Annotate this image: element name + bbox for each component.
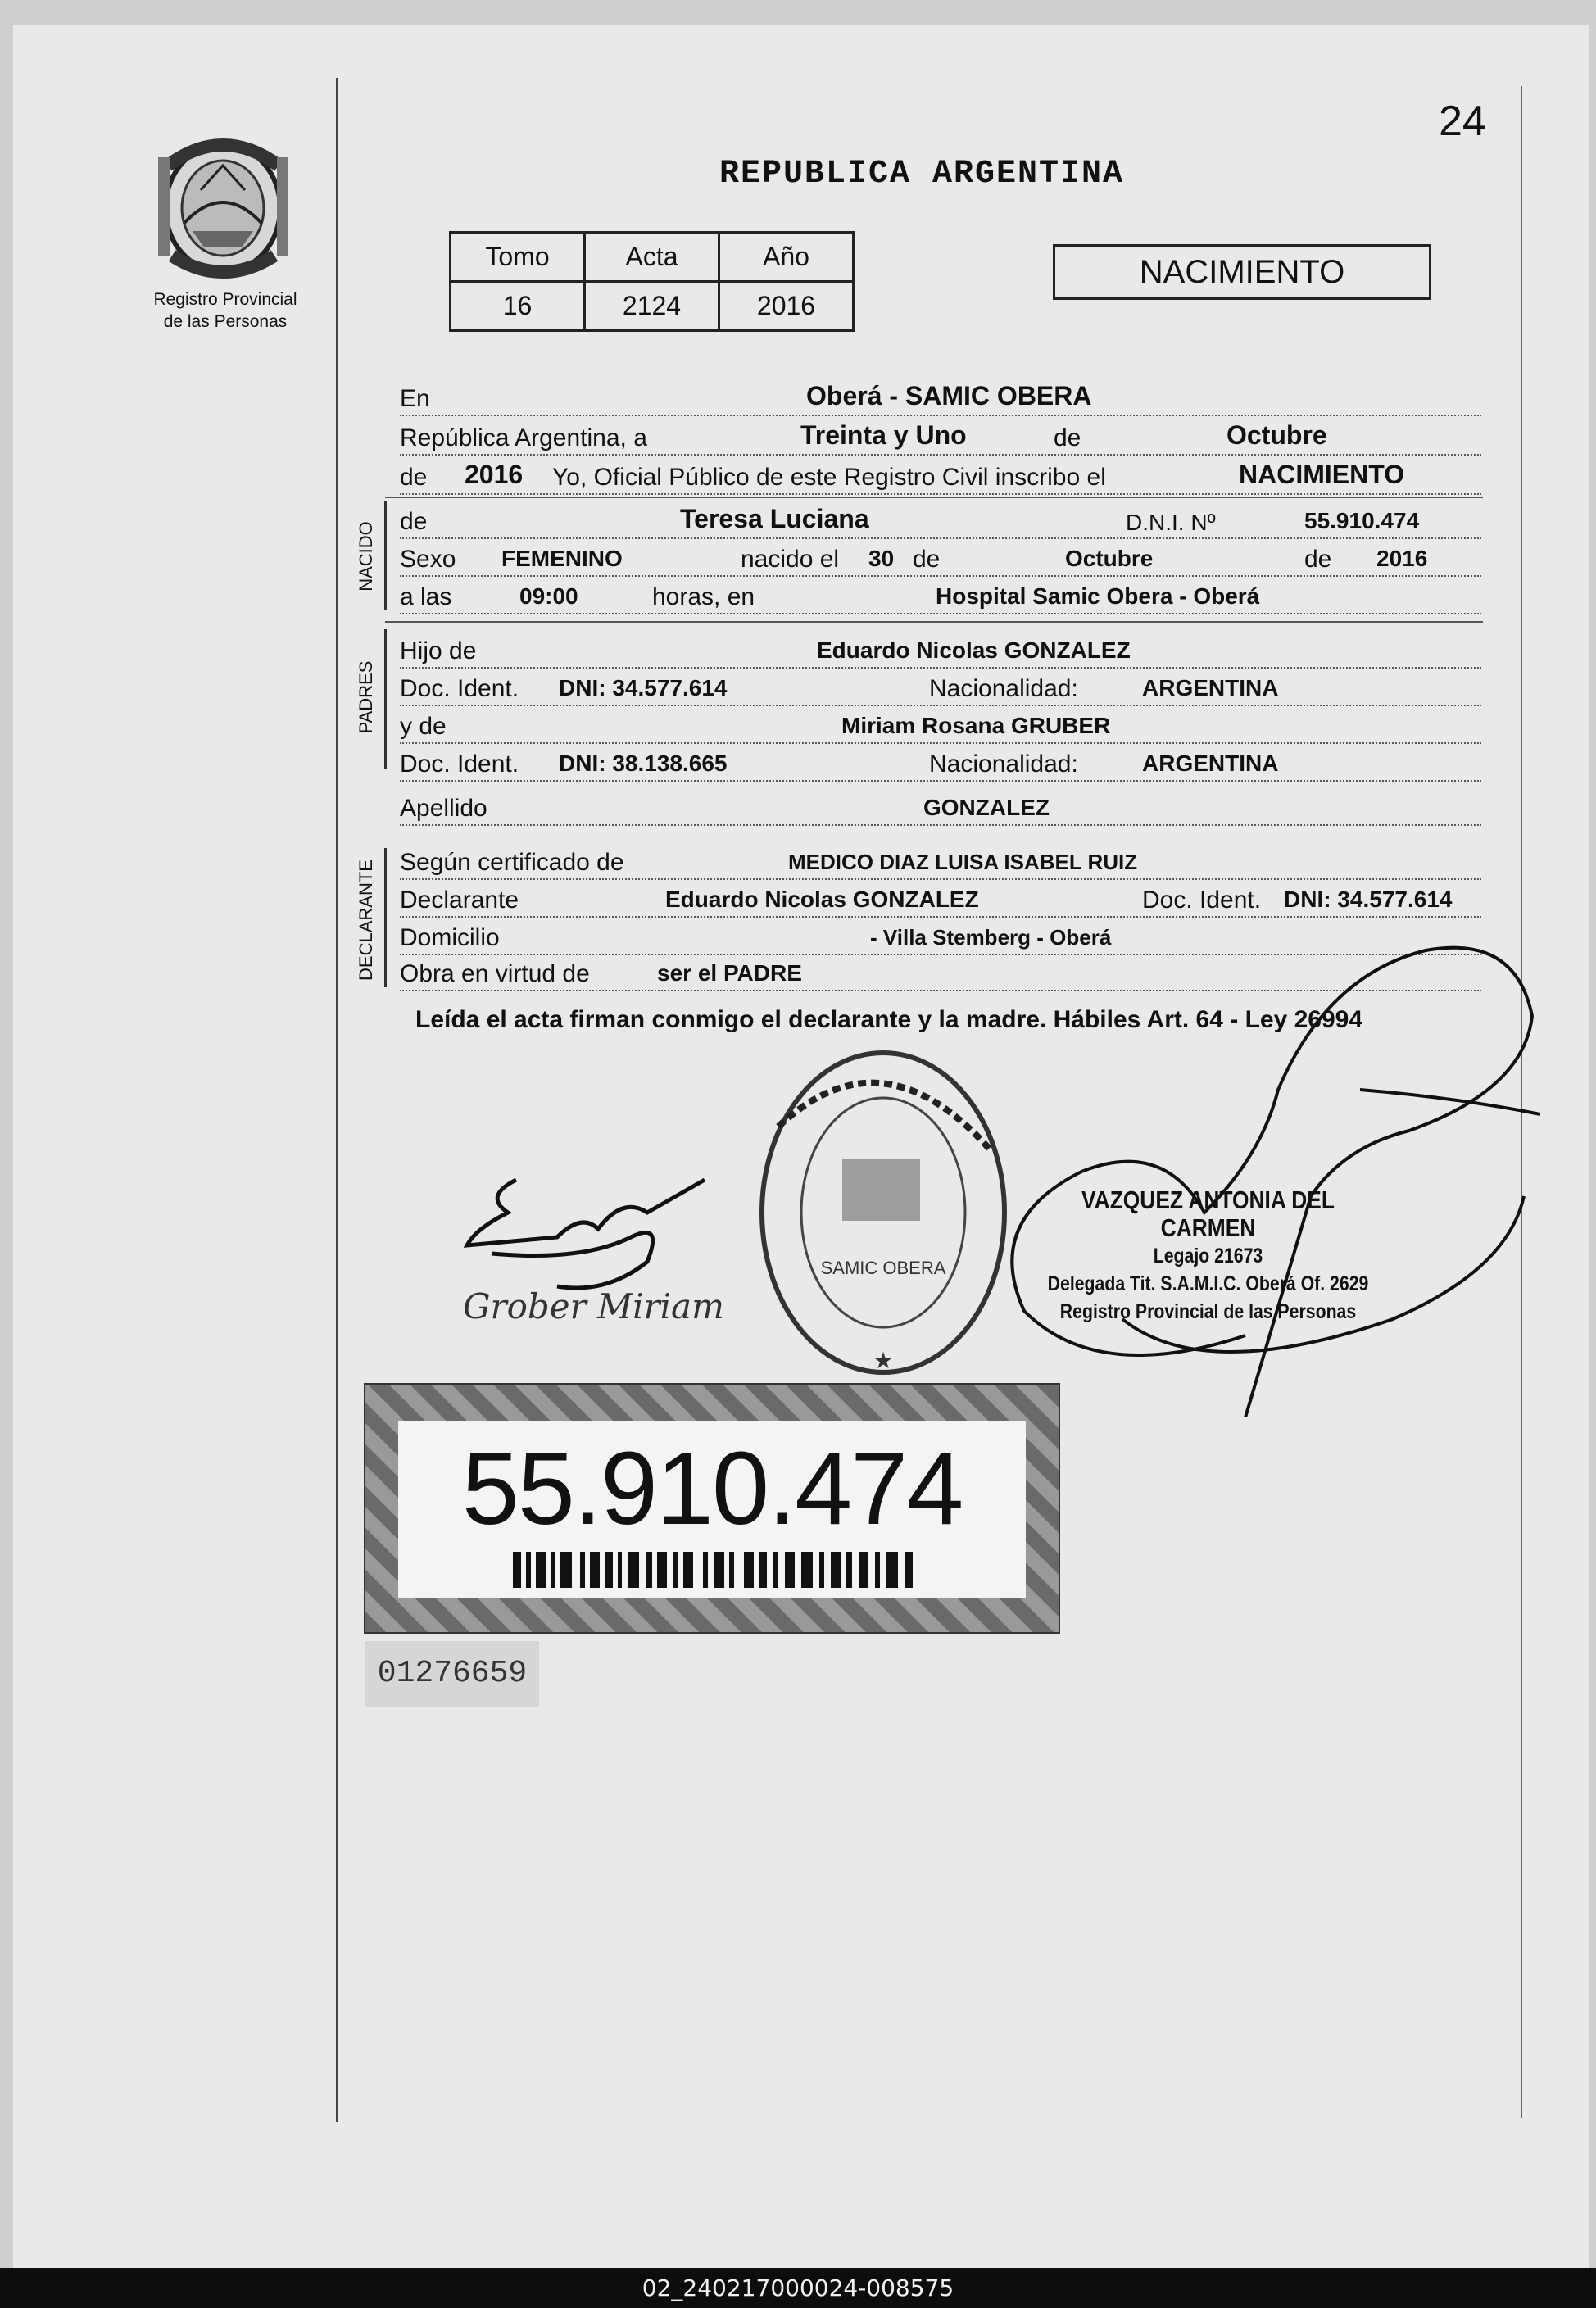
logo-caption <box>115 288 336 333</box>
label-nacido-el: nacido el <box>736 546 844 574</box>
row-mother <box>400 706 1481 744</box>
value-obra: ser el PADRE <box>654 960 805 986</box>
misiones-coat-of-arms-logo <box>152 133 295 284</box>
value-birth-month: Octubre <box>1062 546 1156 572</box>
label-de: de <box>1049 424 1086 452</box>
row-mother-doc <box>400 744 1481 782</box>
label-doc-ident: Doc. Ident. <box>400 750 524 778</box>
row-father-doc <box>400 669 1481 706</box>
label-dni: D.N.I. Nº <box>1121 510 1221 536</box>
label-nacionalidad: Nacionalidad: <box>924 675 1083 703</box>
value-month: Octubre <box>1223 420 1331 451</box>
value-declarante: Eduardo Nicolas GONZALEZ <box>662 886 982 913</box>
register-table <box>449 231 855 332</box>
section-bracket <box>384 629 387 769</box>
value-father-nationality: ARGENTINA <box>1139 675 1281 701</box>
document-title: REPUBLICA ARGENTINA <box>719 156 1125 193</box>
value-apellido: GONZALEZ <box>920 795 1053 821</box>
label-republica: República Argentina, a <box>400 424 652 452</box>
act-type-box: NACIMIENTO <box>1053 244 1431 300</box>
margin-line <box>336 78 338 2122</box>
row-inscribo <box>400 457 1481 495</box>
row-nacido-sexo <box>400 539 1481 577</box>
label-de2: de <box>400 464 432 492</box>
value-year: 2016 <box>461 460 526 490</box>
section-label-declarante: DECLARANTE <box>356 859 376 981</box>
officer-name: VAZQUEZ ANTONIA DEL CARMEN <box>1081 1186 1335 1242</box>
value-declarante-dni: DNI: 34.577.614 <box>1281 886 1455 913</box>
label-a-las: a las <box>400 583 456 611</box>
value-certificado: MEDICO DIAZ LUISA ISABEL RUIZ <box>785 850 1140 875</box>
value-father-dni: DNI: 34.577.614 <box>555 675 730 701</box>
row-father <box>400 631 1481 669</box>
label-en: En <box>400 385 435 413</box>
register-header-tomo: Tomo <box>451 233 585 282</box>
label-de-month: de <box>908 546 945 574</box>
barcode-bars <box>513 1552 914 1588</box>
seal-inner-text: SAMIC OBERA <box>820 1258 946 1278</box>
officer-signature <box>934 926 1557 1417</box>
row-nacido-hora <box>400 577 1481 614</box>
barcode-sticker <box>364 1383 1060 1634</box>
section-bracket <box>384 848 387 987</box>
value-birth-place: Hospital Samic Obera - Oberá <box>932 583 1263 610</box>
section-label-nacido: NACIDO <box>356 521 376 592</box>
label-de: de <box>400 508 432 536</box>
label-declarante: Declarante <box>400 886 524 914</box>
value-birth-year: 2016 <box>1373 546 1431 572</box>
section-label-padres: PADRES <box>356 660 376 734</box>
scan-footer-id: 02_240217000024-008575 <box>0 2268 1596 2308</box>
officer-legajo: Legajo 21673 <box>1153 1245 1263 1267</box>
value-place: Oberá - SAMIC OBERA <box>803 381 1095 411</box>
value-mother-name: Miriam Rosana GRUBER <box>838 713 1113 739</box>
value-mother-nationality: ARGENTINA <box>1139 750 1281 777</box>
value-birth-day: 30 <box>865 546 897 572</box>
label-apellido: Apellido <box>400 795 492 823</box>
logo-caption-line2: de las Personas <box>163 312 288 331</box>
row-certificado <box>400 842 1481 880</box>
register-value-acta: 2124 <box>585 282 719 331</box>
control-number-stamp: 01276659 <box>365 1641 539 1707</box>
officer-stamp <box>1034 1186 1382 1326</box>
barcode-label <box>398 1421 1026 1598</box>
register-header-ano: Año <box>719 233 854 282</box>
section-bracket <box>384 501 387 610</box>
barcode-number: 55.910.474 <box>461 1431 963 1546</box>
label-de-year: de <box>1299 546 1336 574</box>
value-child-name: Teresa Luciana <box>677 504 873 534</box>
svg-text:★: ★ <box>873 1348 894 1373</box>
label-obra-en-virtud: Obra en virtud de <box>400 960 595 988</box>
label-doc-ident: Doc. Ident. <box>1137 886 1266 914</box>
value-child-dni: 55.910.474 <box>1301 508 1422 534</box>
label-nacionalidad: Nacionalidad: <box>924 750 1083 778</box>
officer-office: Registro Provincial de las Personas <box>1059 1300 1357 1323</box>
register-header-acta: Acta <box>585 233 719 282</box>
register-value-ano: 2016 <box>719 282 854 331</box>
label-segun-certificado: Según certificado de <box>400 849 629 877</box>
row-declarante <box>400 880 1481 918</box>
logo-caption-line1: Registro Provincial <box>153 290 297 309</box>
row-apellido <box>400 788 1481 826</box>
row-date <box>400 418 1481 456</box>
closing-statement: Leída el acta firman conmigo el declarante y la madre. Hábiles Art. 64 - Ley 26994 <box>415 1006 1363 1033</box>
label-sexo: Sexo <box>400 546 460 574</box>
label-horas-en: horas, en <box>647 583 759 611</box>
label-doc-ident: Doc. Ident. <box>400 675 524 703</box>
label-hijo-de: Hijo de <box>400 637 481 665</box>
page-number: 24 <box>1439 97 1486 145</box>
value-inscribed: NACIMIENTO <box>1236 460 1408 490</box>
inscribo-text: Yo, Oficial Público de este Registro Civil inscribo el <box>547 464 1111 492</box>
officer-role: Delegada Tit. S.A.M.I.C. Oberá Of. 2629 <box>1047 1272 1369 1295</box>
section-separator <box>385 621 1483 623</box>
label-domicilio: Domicilio <box>400 924 505 952</box>
value-domicilio: - Villa Stemberg - Oberá <box>867 925 1114 950</box>
value-birth-time: 09:00 <box>516 583 582 610</box>
row-place <box>400 379 1481 416</box>
mother-handwritten-name: Grober Miriam <box>463 1286 724 1326</box>
register-value-tomo: 16 <box>451 282 585 331</box>
value-sexo: FEMENINO <box>498 546 626 572</box>
section-separator <box>385 497 1483 498</box>
value-mother-dni: DNI: 38.138.665 <box>555 750 730 777</box>
row-nacido-name <box>400 501 1481 539</box>
label-y-de: y de <box>400 713 451 741</box>
value-day-words: Treinta y Uno <box>797 420 970 451</box>
value-father-name: Eduardo Nicolas GONZALEZ <box>814 637 1134 664</box>
